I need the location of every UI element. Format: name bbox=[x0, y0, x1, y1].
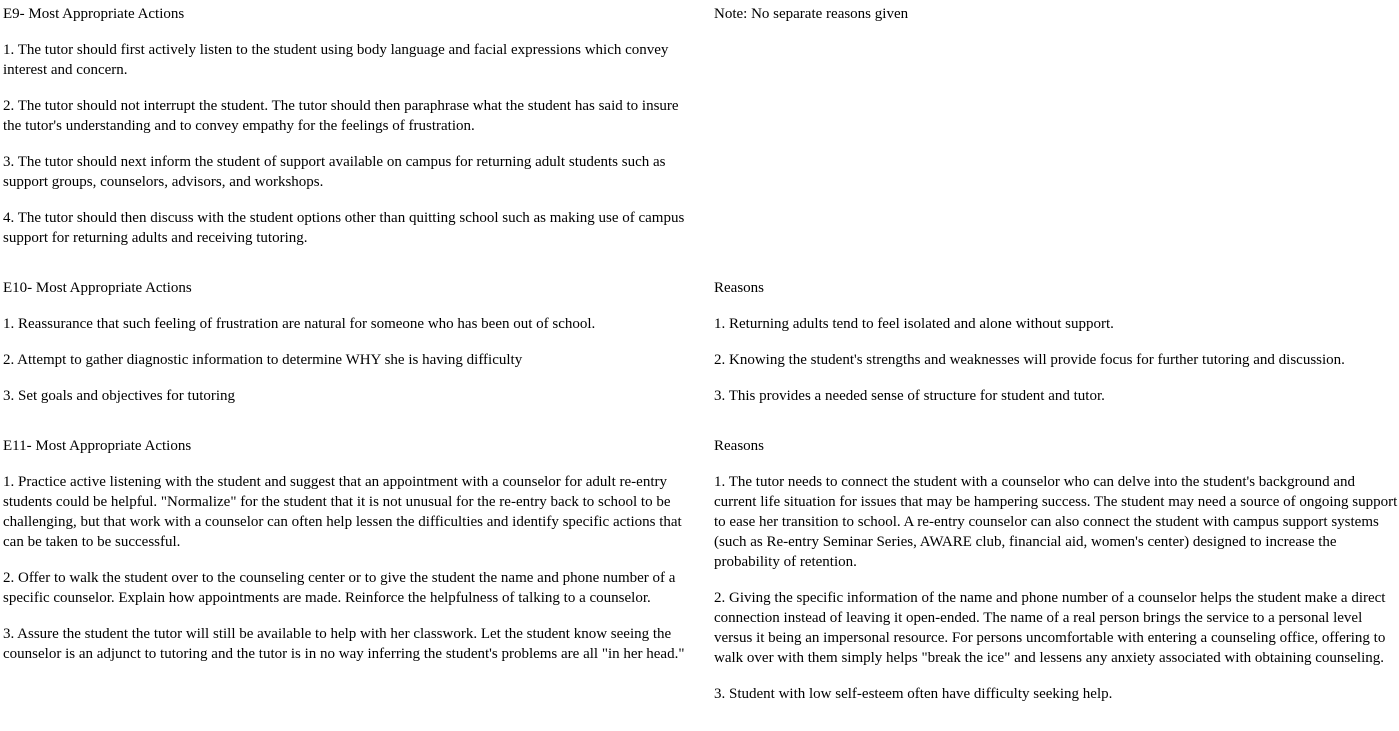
e10-action-2: 2. Attempt to gather diagnostic information to determine WHY she is having difficulty bbox=[3, 352, 523, 368]
e9-heading: E9- Most Appropriate Actions bbox=[3, 6, 185, 22]
e11-action-2: 2. Offer to walk the student over to the counseling center or to give the student the name and phone number of a specific counselor. Explain how appointments are made. Reinforce the helpfulness of talking to a counselor. bbox=[3, 570, 676, 606]
e9-action-1: 1. The tutor should first actively listen to the student using body language and facial expressions which convey interest and concern. bbox=[3, 42, 669, 78]
e10-reason-3: 3. This provides a needed sense of structure for student and tutor. bbox=[714, 388, 1105, 404]
e9-action-3: 3. The tutor should next inform the student of support available on campus for returning adult students such as support groups, counselors, advisors, and workshops. bbox=[3, 154, 666, 190]
e10-actions-section bbox=[3, 278, 693, 422]
e11-action-3: 3. Assure the student the tutor will still be available to help with her classwork. Let the student know seeing the counselor is an adjunct to tutoring and the tutor is in no way inferring the student's problems are all "in her head." bbox=[3, 626, 685, 662]
e10-reason-2: 2. Knowing the student's strengths and weaknesses will provide focus for further tutoring and discussion. bbox=[714, 352, 1345, 368]
e9-note-section bbox=[714, 4, 1399, 40]
e9-actions-section bbox=[3, 4, 693, 264]
e11-action-1: 1. Practice active listening with the student and suggest that an appointment with a counselor for adult re-entry students could be helpful. "Normalize" for the student that it is not unusual for the re-entry back to school to be challenging, but that work with a counselor can often help lessen the difficulties and identify specific actions that can be taken to be successful. bbox=[3, 474, 682, 550]
e10-reasons-section bbox=[714, 278, 1399, 422]
e10-reason-1: 1. Returning adults tend to feel isolated and alone without support. bbox=[714, 316, 1114, 332]
e11-reason-3: 3. Student with low self-esteem often have difficulty seeking help. bbox=[714, 686, 1113, 702]
e11-reason-2: 2. Giving the specific information of the name and phone number of a counselor helps the student make a direct connection instead of leaving it open-ended. The name of a real person brings the service to a personal level versus it being an impersonal resource. For persons uncomfortable with entering a counseling office, offering to walk over with them simply helps "break the ice" and lessens any anxiety associated with obtaining counseling. bbox=[714, 590, 1386, 666]
e10-reasons-heading: Reasons bbox=[714, 280, 764, 296]
e9-action-2: 2. The tutor should not interrupt the student. The tutor should then paraphrase what the student has said to insure the tutor's understanding and to convey empathy for the feelings of frustration. bbox=[3, 98, 679, 134]
e9-note: Note: No separate reasons given bbox=[714, 6, 909, 22]
e11-reasons-heading: Reasons bbox=[714, 438, 764, 454]
e11-heading: E11- Most Appropriate Actions bbox=[3, 438, 192, 454]
e11-reason-1: 1. The tutor needs to connect the student with a counselor who can delve into the student's background and current life situation for issues that may be hampering success. The student may need a source of ongoing support to ease her transition to school. A re-entry counselor can also connect the student with campus support systems (such as Re-entry Seminar Series, AWARE club, financial aid, women's center) designed to increase the probability of retention. bbox=[714, 474, 1398, 570]
e10-action-3: 3. Set goals and objectives for tutoring bbox=[3, 388, 236, 404]
e11-reasons-section bbox=[714, 436, 1399, 720]
e10-heading: E10- Most Appropriate Actions bbox=[3, 280, 192, 296]
e9-action-4: 4. The tutor should then discuss with the student options other than quitting school such as making use of campus support for returning adults and receiving tutoring. bbox=[3, 210, 685, 246]
e11-actions-section bbox=[3, 436, 693, 680]
e10-action-1: 1. Reassurance that such feeling of frustration are natural for someone who has been out of school. bbox=[3, 316, 596, 332]
